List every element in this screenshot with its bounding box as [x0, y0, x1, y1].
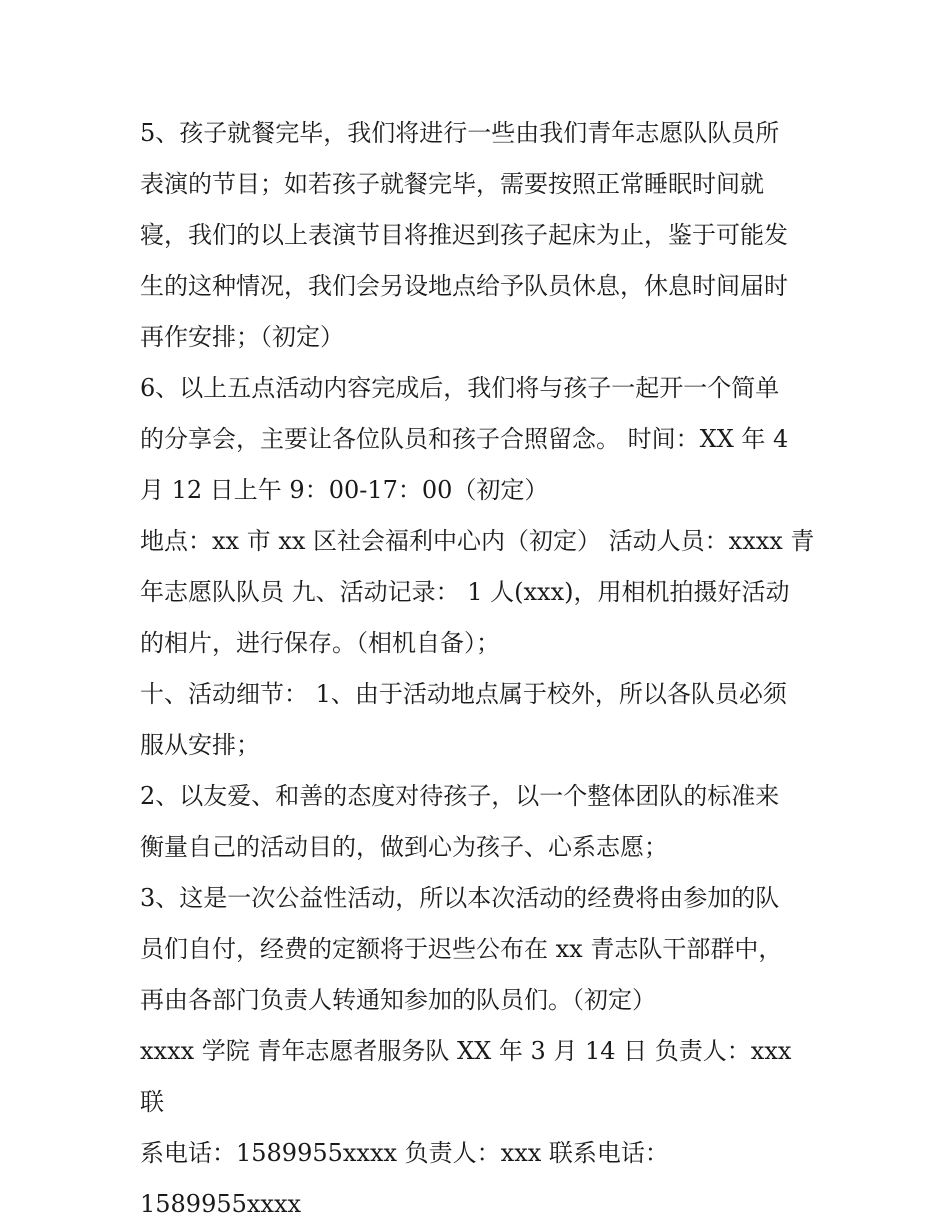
paragraph-performance — [140, 108, 820, 363]
document-body — [140, 108, 820, 1230]
text-line: 地点：xx 市 xx 区社会福利中心内（初定） 活动人员：xxxx 青 — [140, 527, 815, 555]
text-line: 的相片，进行保存。（相机自备）； — [140, 629, 500, 657]
paragraph-signature-contact — [140, 1026, 820, 1230]
text-line: 寝，我们的以上表演节目将推迟到孩子起床为止，鉴于可能发 — [140, 221, 788, 249]
text-line: 系电话：1589955xxxx 负责人：xxx 联系电话：1589955xxxx — [140, 1139, 669, 1218]
paragraph-activity-details — [140, 669, 820, 771]
text-line: 月 12 日上午 9：00-17：00（初定） — [140, 476, 549, 504]
text-line: 再由各部门负责人转通知参加的队员们。（初定） — [140, 986, 656, 1014]
paragraph-funding — [140, 873, 820, 1026]
paragraph-location-record — [140, 516, 820, 669]
text-line: 表演的节目；如若孩子就餐完毕，需要按照正常睡眠时间就 — [140, 170, 764, 198]
text-line: 员们自付，经费的定额将于迟些公布在 xx 青志队干部群中， — [140, 935, 783, 963]
text-line: 6、以上五点活动内容完成后，我们将与孩子一起开一个简单 — [140, 374, 780, 402]
text-line: 服从安排； — [140, 731, 260, 759]
text-line: 十、活动细节： 1、由于活动地点属于校外，所以各队员必须 — [140, 680, 787, 708]
text-line: 3、这是一次公益性活动，所以本次活动的经费将由参加的队 — [140, 884, 780, 912]
paragraph-attitude — [140, 771, 820, 873]
paragraph-sharing-session — [140, 363, 820, 516]
text-line: 的分享会，主要让各位队员和孩子合照留念。 时间：XX 年 4 — [140, 425, 789, 453]
text-line: 年志愿队队员 九、活动记录： 1 人(xxx)，用相机拍摄好活动 — [140, 578, 790, 606]
text-line: 5、孩子就餐完毕，我们将进行一些由我们青年志愿队队员所 — [140, 119, 780, 147]
text-line: xxxx 学院 青年志愿者服务队 XX 年 3 月 14 日 负责人：xxx 联 — [140, 1037, 792, 1116]
text-line: 再作安排；（初定） — [140, 323, 344, 351]
text-line: 2、以友爱、和善的态度对待孩子，以一个整体团队的标准来 — [140, 782, 780, 810]
text-line: 衡量自己的活动目的，做到心为孩子、心系志愿； — [140, 833, 668, 861]
text-line: 生的这种情况，我们会另设地点给予队员休息，休息时间届时 — [140, 272, 788, 300]
